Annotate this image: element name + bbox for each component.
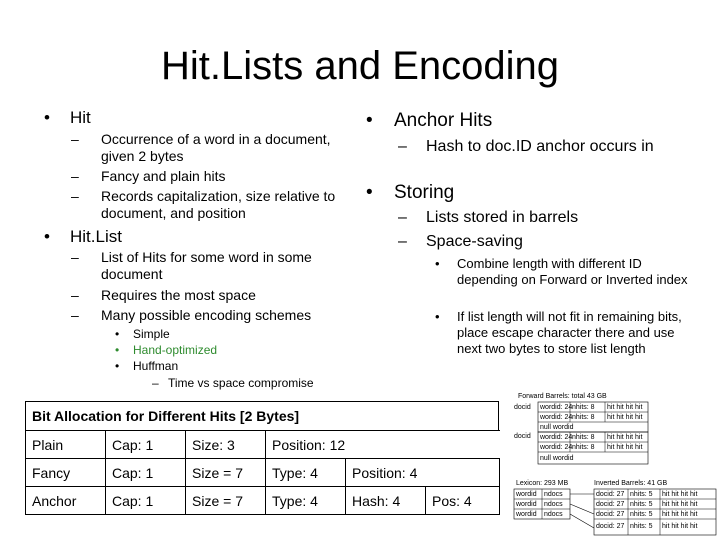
svg-text:docid: docid (514, 433, 531, 440)
svg-text:docid: docid (514, 404, 531, 411)
svg-text:hit hit hit hit: hit hit hit hit (662, 501, 698, 508)
inverted-barrels-label: Inverted Barrels: 41 GB (594, 480, 668, 487)
scheme-item: • Huffman (115, 359, 179, 373)
svg-text:nhits: 8: nhits: 8 (572, 444, 595, 451)
bullet-dot-icon: • (44, 108, 50, 127)
bit-allocation-table (25, 430, 500, 515)
bullet-storing: • Storing (366, 182, 455, 203)
anchor-item: – Hash to doc.ID anchor occurs in (398, 138, 654, 155)
bullet-hit (44, 108, 91, 128)
svg-text:nhits: 8: nhits: 8 (572, 434, 595, 441)
svg-text:docid: 27: docid: 27 (596, 523, 625, 530)
svg-text:hit hit hit hit: hit hit hit hit (607, 444, 643, 451)
hit-item: – Occurrence of a word in a document, given 2 bytes (71, 131, 331, 164)
bullet-dot-icon: • (366, 110, 373, 131)
svg-text:docid: 27: docid: 27 (596, 501, 625, 508)
storing-subitem: • If list length will not fit in remaining bits, place escape character there and use next two bytes to store list length (435, 309, 682, 356)
storing-item: – Lists stored in barrels (398, 209, 579, 226)
hit-item: – Fancy and plain hits (71, 168, 226, 184)
table-row: Anchor Cap: 1 Size = 7 Type: 4 Hash: 4 Pos: 4 (26, 487, 500, 515)
hitlist-item: – Requires the most space (71, 287, 256, 303)
page-title: Hit.Lists and Encoding (160, 44, 559, 88)
table-row: Plain Cap: 1 Size: 3 Position: 12 (26, 431, 500, 459)
scheme-item: • Simple (115, 327, 170, 341)
svg-text:nhits: 8: nhits: 8 (572, 414, 595, 421)
hitlist-item: – List of Hits for some word in some document (71, 249, 312, 282)
svg-text:wordid: 24: wordid: 24 (540, 414, 573, 421)
svg-text:wordid: wordid (516, 511, 537, 518)
hitlist-item: – Many possible encoding schemes (71, 307, 312, 323)
storing-item: – Space-saving (398, 233, 523, 250)
bullet-dot-icon: • (44, 227, 50, 246)
svg-text:hit hit hit hit: hit hit hit hit (662, 491, 698, 498)
svg-text:wordid: 24: wordid: 24 (540, 404, 573, 411)
svg-text:hit hit hit hit: hit hit hit hit (662, 523, 698, 530)
svg-text:wordid: 24: wordid: 24 (540, 434, 573, 441)
svg-text:null wordid: null wordid (540, 424, 574, 431)
svg-text:nhits: 5: nhits: 5 (630, 511, 653, 518)
bullet-hitlist (44, 227, 122, 247)
bullet-hit-label: Hit (70, 108, 91, 127)
svg-text:wordid: wordid (516, 491, 537, 498)
svg-text:ndocs: ndocs (544, 511, 563, 518)
svg-text:hit hit hit hit: hit hit hit hit (662, 511, 698, 518)
scheme-item: • Hand-optimized (115, 343, 218, 357)
svg-text:wordid: 24: wordid: 24 (540, 444, 573, 451)
svg-text:nhits: 8: nhits: 8 (572, 404, 595, 411)
scheme-subnote: – Time vs space compromise (152, 376, 314, 390)
barrels-diagram (510, 388, 720, 538)
bullet-dot-icon: • (366, 182, 373, 203)
svg-text:nhits: 5: nhits: 5 (630, 491, 653, 498)
bullet-hitlist-label: Hit.List (70, 227, 122, 246)
svg-text:ndocs: ndocs (544, 491, 563, 498)
svg-text:hit hit hit hit: hit hit hit hit (607, 434, 643, 441)
table-row: Fancy Cap: 1 Size = 7 Type: 4 Position: 4 (26, 459, 500, 487)
svg-text:wordid: wordid (516, 501, 537, 508)
forward-barrels-label: Forward Barrels: total 43 GB (518, 393, 607, 400)
svg-text:nhits: 5: nhits: 5 (630, 501, 653, 508)
lexicon-label: Lexicon: 293 MB (516, 480, 569, 487)
svg-text:nhits: 5: nhits: 5 (630, 523, 653, 530)
hit-item: – Records capitalization, size relative to document, and position (71, 188, 336, 221)
storing-subitem: • Combine length with different ID depending on Forward or Inverted index (435, 256, 688, 287)
svg-text:null wordid: null wordid (540, 455, 574, 462)
bit-allocation-title: Bit Allocation for Different Hits [2 Bytes] (25, 401, 499, 430)
svg-text:hit hit hit hit: hit hit hit hit (607, 404, 643, 411)
svg-text:hit hit hit hit: hit hit hit hit (607, 414, 643, 421)
svg-text:docid: 27: docid: 27 (596, 511, 625, 518)
svg-text:docid: 27: docid: 27 (596, 491, 625, 498)
svg-text:ndocs: ndocs (544, 501, 563, 508)
bullet-anchor-hits: • Anchor Hits (366, 110, 493, 131)
